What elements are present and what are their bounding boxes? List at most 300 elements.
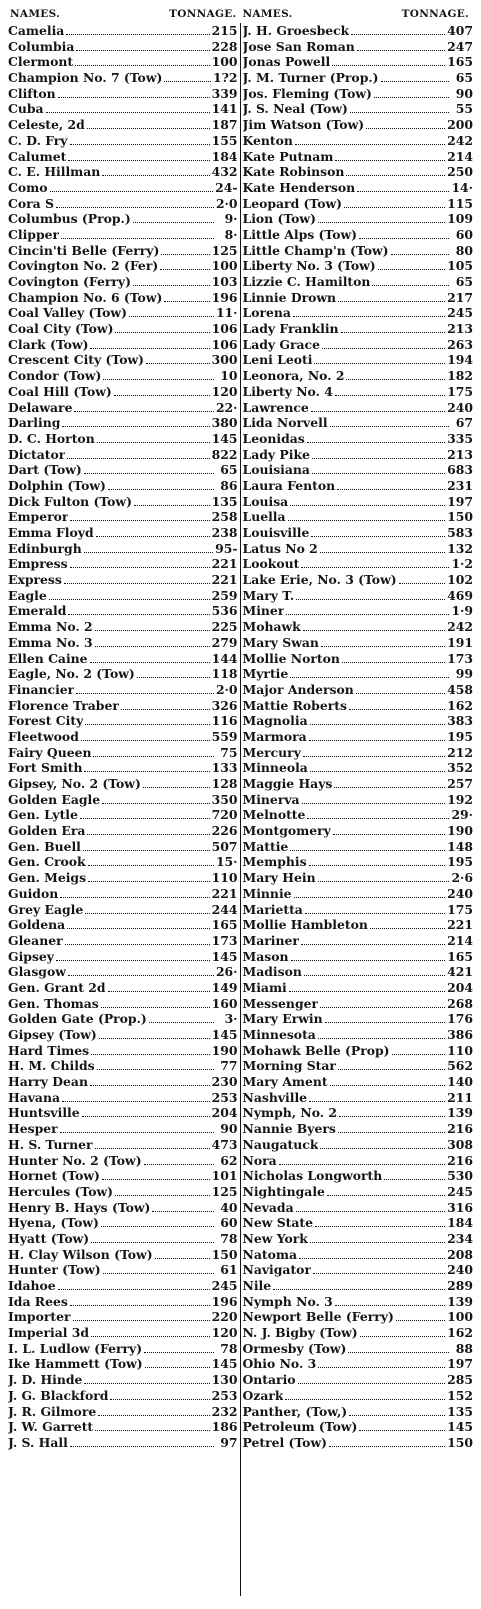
list-item [243, 337, 474, 353]
left-tonnage-heading: TONNAGE. [169, 8, 237, 20]
vessel-tonnage: 155 [211, 132, 238, 148]
dot-leader [134, 504, 210, 506]
dot-leader [56, 206, 214, 208]
list-item [8, 1215, 238, 1231]
vessel-name: Havana [8, 1089, 61, 1105]
vessel-tonnage: 263 [447, 336, 473, 352]
vessel-name: Nora [242, 1152, 277, 1168]
vessel-name: C. D. Fry [8, 132, 68, 148]
vessel-tonnage: 194 [447, 352, 473, 368]
list-item [243, 133, 474, 149]
vessel-tonnage: 24- [215, 179, 238, 195]
list-item [243, 1105, 474, 1121]
list-item [8, 352, 238, 368]
vessel-name: Louisa [242, 493, 289, 509]
list-item [243, 1262, 474, 1278]
vessel-tonnage: 250 [447, 164, 473, 180]
list-item [8, 1231, 238, 1247]
vessel-tonnage: 190 [211, 1042, 238, 1058]
list-item [8, 902, 238, 918]
dot-leader [338, 1131, 445, 1133]
dot-leader [318, 221, 445, 223]
dot-leader [68, 974, 214, 976]
vessel-tonnage: 215 [211, 23, 238, 38]
vessel-name: Ellen Caine [8, 650, 88, 666]
vessel-name: Darling [8, 415, 61, 431]
list-item [8, 949, 238, 965]
list-item [243, 619, 474, 635]
vessel-name: Mary Erwin [242, 1011, 323, 1027]
vessel-tonnage: 65 [455, 70, 473, 86]
vessel-tonnage: 285 [447, 1372, 473, 1388]
vessel-tonnage: 184 [211, 148, 238, 164]
vessel-name: Mariner [242, 932, 299, 948]
vessel-tonnage: 139 [447, 1105, 473, 1121]
vessel-tonnage: 473 [211, 1136, 238, 1152]
vessel-tonnage: 380 [211, 415, 238, 431]
dot-leader [129, 315, 214, 317]
vessel-name: Clipper [8, 226, 60, 242]
vessel-name: Celeste, 2d [8, 117, 85, 133]
vessel-name: H. M. Childs [8, 1058, 95, 1074]
list-item [243, 101, 474, 117]
dot-leader [97, 441, 210, 443]
list-item [243, 494, 474, 510]
vessel-name: J. D. Hinde [8, 1372, 83, 1388]
dot-leader [378, 268, 446, 270]
dot-leader [366, 127, 445, 129]
list-item [243, 682, 474, 698]
vessel-tonnage: 102 [447, 572, 473, 588]
dot-leader [95, 1429, 209, 1431]
dot-leader [391, 253, 449, 255]
list-item [8, 290, 238, 306]
dot-leader [318, 1366, 445, 1368]
dot-leader [101, 1006, 210, 1008]
dot-leader [344, 206, 445, 208]
vessel-tonnage: 162 [447, 697, 473, 713]
vessel-tonnage: 145 [211, 430, 238, 446]
vessel-name: Montgomery [242, 823, 331, 839]
list-item [8, 870, 238, 886]
vessel-tonnage: 214 [447, 932, 473, 948]
vessel-name: Huntsville [8, 1105, 80, 1121]
vessel-name: Luella [242, 509, 286, 525]
list-item [8, 1121, 238, 1137]
vessel-tonnage: 8· [224, 226, 238, 242]
dot-leader [312, 457, 445, 459]
vessel-tonnage: 132 [447, 540, 473, 556]
list-item [8, 54, 238, 70]
vessel-name: Covington (Ferry) [8, 274, 131, 289]
vessel-tonnage: 212 [447, 744, 473, 760]
vessel-name: Dick Fulton (Tow) [8, 493, 132, 509]
list-item [243, 996, 474, 1012]
list-item [8, 164, 238, 180]
vessel-name: Clifton [8, 85, 56, 101]
vessel-name: Nile [242, 1278, 272, 1293]
vessel-name: H. S. Turner [8, 1136, 93, 1152]
vessel-tonnage: 350 [211, 791, 238, 807]
vessel-name: Nymph No. 3 [242, 1293, 333, 1309]
list-item [243, 86, 474, 102]
vessel-name: Kate Putnam [242, 148, 334, 164]
vessel-tonnage: 175 [447, 383, 473, 399]
list-item [8, 1309, 238, 1325]
vessel-tonnage: 100 [447, 1309, 473, 1325]
vessel-tonnage: 258 [211, 509, 238, 525]
vessel-name: Fairy Queen [8, 744, 92, 760]
vessel-name: Melnotte [242, 807, 306, 823]
dot-leader [333, 833, 445, 835]
dot-leader [84, 770, 209, 772]
vessel-tonnage: 191 [447, 634, 473, 650]
vessel-tonnage: 144 [211, 650, 238, 666]
dot-leader [357, 49, 445, 51]
dot-leader [95, 645, 210, 647]
list-item [243, 792, 474, 808]
vessel-tonnage: 29· [451, 807, 473, 823]
vessel-name: Lion (Tow) [242, 211, 316, 227]
list-item [8, 70, 238, 86]
vessel-name: Fleetwood [8, 728, 79, 744]
vessel-name: J. R. Gilmore [8, 1403, 97, 1419]
dot-leader [290, 676, 449, 678]
vessel-name: I. L. Ludlow (Ferry) [8, 1340, 143, 1356]
vessel-tonnage: 65 [455, 274, 473, 289]
vessel-name: Nannie Byers [242, 1121, 336, 1137]
vessel-name: Champion No. 7 (Tow) [8, 70, 163, 86]
dot-leader [335, 159, 445, 161]
vessel-name: Gipsey (Tow) [8, 1027, 97, 1042]
list-item [243, 1121, 474, 1137]
vessel-tonnage: 75 [220, 744, 238, 760]
vessel-name: Coal Valley (Tow) [8, 305, 127, 321]
vessel-name: Champion No. 6 (Tow) [8, 289, 163, 305]
dot-leader [102, 1178, 210, 1180]
list-item [243, 227, 474, 243]
vessel-tonnage: 242 [447, 132, 473, 148]
vessel-name: Ontario [242, 1372, 296, 1388]
dot-leader [137, 676, 210, 678]
vessel-name: Crescent City (Tow) [8, 352, 144, 368]
list-item [8, 682, 238, 698]
right-header [241, 6, 474, 23]
vessel-tonnage: 240 [447, 399, 473, 415]
vessel-tonnage: 77 [220, 1058, 238, 1074]
vessel-name: Mary T. [242, 587, 295, 603]
vessel-name: Liberty No. 3 (Tow) [242, 258, 376, 274]
vessel-name: Ike Hammett (Tow) [8, 1356, 143, 1372]
vessel-tonnage: 204 [447, 979, 473, 995]
dot-leader [68, 613, 209, 615]
vessel-tonnage: 184 [447, 1215, 473, 1231]
vessel-tonnage: 103 [211, 274, 238, 289]
vessel-tonnage: 40 [220, 1199, 238, 1215]
vessel-name: Gen. Meigs [8, 870, 87, 886]
list-item [243, 1137, 474, 1153]
vessel-name: Nicholas Longworth [242, 1168, 383, 1184]
vessel-tonnage: 217 [447, 289, 473, 305]
vessel-name: Gipsey [8, 948, 55, 964]
dot-leader [381, 80, 449, 82]
list-item [8, 698, 238, 714]
vessel-tonnage: 26· [215, 964, 238, 980]
list-item [8, 101, 238, 117]
vessel-name: Navigator [242, 1262, 311, 1278]
vessel-name: Leonora, No. 2 [242, 368, 345, 384]
list-item [243, 509, 474, 525]
vessel-name: New State [242, 1215, 313, 1231]
vessel-tonnage: 238 [211, 525, 238, 540]
list-item [8, 854, 238, 870]
list-item [243, 1090, 474, 1106]
dot-leader [88, 880, 210, 882]
list-item [8, 462, 238, 478]
vessel-tonnage: 150 [447, 509, 473, 525]
vessel-tonnage: 244 [211, 901, 238, 917]
list-item [8, 713, 238, 729]
vessel-name: Importer [8, 1309, 71, 1325]
vessel-name: Harry Dean [8, 1074, 88, 1090]
dot-leader [121, 708, 210, 710]
vessel-tonnage: 192 [447, 791, 473, 807]
list-item [243, 603, 474, 619]
dot-leader [302, 802, 446, 804]
list-item [8, 1404, 238, 1420]
dot-leader [70, 143, 210, 145]
vessel-name: Leopard (Tow) [242, 195, 343, 211]
dot-leader [309, 864, 446, 866]
vessel-tonnage: 2·6 [451, 870, 473, 886]
list-item [243, 1278, 474, 1294]
vessel-name: Magnolia [242, 713, 308, 729]
dot-leader [67, 927, 209, 929]
vessel-tonnage: 242 [447, 619, 473, 635]
dot-leader [60, 1131, 214, 1133]
list-item [8, 651, 238, 667]
vessel-tonnage: 165 [447, 54, 473, 70]
vessel-tonnage: 120 [211, 1325, 238, 1341]
dot-leader [339, 1115, 445, 1117]
vessel-tonnage: 562 [447, 1058, 473, 1074]
vessel-tonnage: 175 [447, 901, 473, 917]
dot-leader [49, 598, 210, 600]
list-item [8, 760, 238, 776]
dot-leader [91, 1053, 209, 1055]
list-item [243, 635, 474, 651]
dot-leader [303, 629, 445, 631]
vessel-name: Leni Leoti [242, 352, 313, 368]
dot-leader [312, 472, 445, 474]
dot-leader [99, 1037, 210, 1039]
list-item [243, 902, 474, 918]
list-item [8, 1341, 238, 1357]
vessel-name: Lady Grace [242, 336, 320, 352]
vessel-name: Jim Watson (Tow) [242, 117, 365, 133]
vessel-tonnage: 559 [211, 728, 238, 744]
dot-leader [101, 1225, 214, 1227]
vessel-tonnage: 141 [211, 101, 238, 117]
vessel-tonnage: 97 [220, 1434, 238, 1450]
dot-leader [320, 1006, 445, 1008]
vessel-tonnage: 60 [455, 226, 473, 242]
dot-leader [291, 959, 446, 961]
vessel-tonnage: 135 [211, 493, 238, 509]
list-item [243, 243, 474, 259]
vessel-tonnage: 106 [211, 321, 238, 337]
dot-leader [294, 896, 446, 898]
dot-leader [299, 1257, 445, 1259]
dot-leader [330, 1084, 445, 1086]
vessel-tonnage: 150 [447, 1434, 473, 1450]
vessel-tonnage: 300 [211, 352, 238, 368]
vessel-tonnage: 326 [211, 697, 238, 713]
list-item [8, 196, 238, 212]
dot-leader [146, 362, 210, 364]
dot-leader [108, 488, 214, 490]
list-item [243, 1200, 474, 1216]
vessel-tonnage: 120 [211, 383, 238, 399]
list-item [243, 164, 474, 180]
list-item [8, 1419, 238, 1435]
list-item [243, 949, 474, 965]
vessel-tonnage: 231 [447, 477, 473, 493]
list-item [243, 839, 474, 855]
vessel-tonnage: 232 [211, 1403, 238, 1419]
vessel-name: Mary Ament [242, 1074, 328, 1090]
vessel-name: Laura Fenton [242, 477, 336, 493]
vessel-name: Goldena [8, 917, 66, 933]
dot-leader [301, 943, 445, 945]
dot-leader [64, 582, 210, 584]
dot-leader [370, 927, 445, 929]
vessel-name: Clark (Tow) [8, 336, 89, 352]
vessel-name: Naugatuck [242, 1136, 319, 1152]
dot-leader [330, 425, 449, 427]
vessel-name: Kate Robinson [242, 164, 345, 180]
list-item [243, 384, 474, 400]
vessel-tonnage: 9· [224, 211, 238, 227]
vessel-name: Lida Norvell [242, 415, 328, 431]
vessel-name: Minnesota [242, 1027, 316, 1042]
dot-leader [96, 535, 210, 537]
vessel-tonnage: 150 [211, 1246, 238, 1262]
vessel-tonnage: 62 [220, 1152, 238, 1168]
list-item [8, 1153, 238, 1169]
list-item [243, 776, 474, 792]
list-item [243, 149, 474, 165]
list-item [243, 1419, 474, 1435]
vessel-name: Ozark [242, 1387, 284, 1403]
vessel-name: Liberty No. 4 [242, 383, 333, 399]
dot-leader [114, 394, 210, 396]
vessel-name: Imperial 3d [8, 1325, 90, 1341]
dot-leader [145, 1366, 210, 1368]
list-item [243, 196, 474, 212]
list-item [8, 478, 238, 494]
vessel-tonnage: 14· [451, 179, 473, 195]
dot-leader [311, 535, 445, 537]
dot-leader [68, 159, 209, 161]
vessel-tonnage: 15· [215, 854, 238, 870]
list-item [8, 886, 238, 902]
list-item [8, 1388, 238, 1404]
vessel-tonnage: 176 [447, 1011, 473, 1027]
list-item [243, 651, 474, 667]
vessel-name: D. C. Horton [8, 430, 95, 446]
dot-leader [164, 300, 209, 302]
vessel-tonnage: 211 [447, 1089, 473, 1105]
dot-leader [309, 739, 445, 741]
vessel-name: Coal City (Tow) [8, 321, 114, 337]
vessel-tonnage: 226 [211, 823, 238, 839]
vessel-name: Kate Henderson [242, 179, 356, 195]
vessel-tonnage: 308 [447, 1136, 473, 1152]
list-item [243, 1294, 474, 1310]
vessel-tonnage: 225 [211, 619, 238, 635]
vessel-tonnage: 200 [447, 117, 473, 133]
vessel-name: Gleaner [8, 932, 63, 948]
vessel-name: Henry B. Hays (Tow) [8, 1199, 151, 1215]
vessel-tonnage: 165 [447, 948, 473, 964]
list-item [243, 588, 474, 604]
list-item [8, 1294, 238, 1310]
vessel-tonnage: 173 [211, 932, 238, 948]
dot-leader [298, 1382, 446, 1384]
dot-leader [310, 723, 446, 725]
dot-leader [301, 566, 449, 568]
list-item [243, 1356, 474, 1372]
dot-leader [305, 912, 445, 914]
list-item [243, 1058, 474, 1074]
vessel-name: Mason [242, 948, 289, 964]
list-item [243, 807, 474, 823]
column-headers [8, 6, 473, 23]
vessel-tonnage: 221 [211, 556, 238, 572]
vessel-name: Columbus (Prop.) [8, 211, 131, 227]
list-item [243, 305, 474, 321]
list-item [8, 933, 238, 949]
dot-leader [93, 755, 213, 757]
vessel-name: Hornet (Tow) [8, 1168, 100, 1184]
vessel-tonnage: 110 [447, 1042, 473, 1058]
vessel-tonnage: 1·2 [451, 556, 473, 572]
vessel-name: Como [8, 179, 48, 195]
vessel-name: Mattie [242, 838, 289, 854]
dot-leader [66, 33, 209, 35]
list-item [243, 760, 474, 776]
list-item [8, 1043, 238, 1059]
dot-leader [76, 49, 209, 51]
vessel-tonnage: 289 [447, 1278, 473, 1293]
list-item [243, 870, 474, 886]
dot-leader [304, 974, 445, 976]
vessel-tonnage: 216 [447, 1121, 473, 1137]
dot-leader [360, 1335, 445, 1337]
dot-leader [144, 1351, 213, 1353]
list-item [243, 698, 474, 714]
list-item [8, 823, 238, 839]
list-item [8, 980, 238, 996]
vessel-name: H. Clay Wilson (Tow) [8, 1246, 153, 1262]
dot-leader [313, 1272, 445, 1274]
vessel-tonnage: 220 [211, 1309, 238, 1325]
dot-leader [311, 410, 445, 412]
left-header [8, 6, 241, 23]
dot-leader [62, 425, 209, 427]
vessel-name: Linnie Drown [242, 289, 337, 305]
